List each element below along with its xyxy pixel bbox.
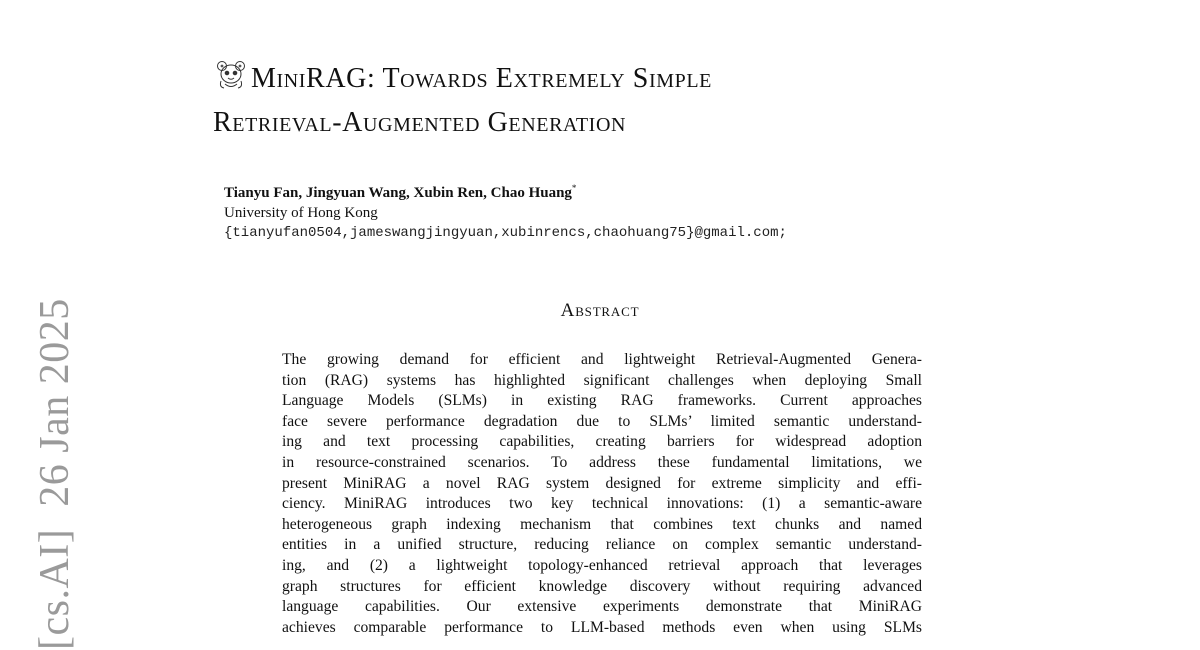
abstract-line: tion (RAG) systems has highlighted significant challenges when deploying Small <box>282 371 922 389</box>
abstract-line: ing and text processing capabilities, creating barriers for widespread adoption <box>282 433 922 451</box>
author-list: Tianyu Fan, Jingyuan Wang, Xubin Ren, Chao Huang <box>224 185 572 201</box>
abstract-line: in resource-constrained scenarios. To address these fundamental limitations, we <box>282 453 922 471</box>
arxiv-side-stamp <box>28 298 88 650</box>
abstract-line: The growing demand for efficient and lightweight Retrieval-Augmented Genera- <box>282 351 922 368</box>
abstract-line: ciency. MiniRAG introduces two key technical innovations: (1) a semantic-aware <box>282 495 922 513</box>
abstract-line: face severe performance degradation due to SLMs’ limited semantic understand- <box>282 412 922 430</box>
abstract-line: Language Models (SLMs) in existing RAG frameworks. Current approaches <box>282 392 922 410</box>
abstract-line: language capabilities. Our extensive experiments demonstrate that MiniRAG <box>282 598 922 616</box>
paper-title <box>213 57 973 145</box>
abstract-body <box>282 350 922 638</box>
abstract-line: present MiniRAG a novel RAG system designed for extreme simplicity and effi- <box>282 474 922 492</box>
title-text-2: Retrieval-Augmented Generation <box>213 107 627 138</box>
author-emails: {tianyufan0504,jameswangjingyuan,xubinrencs,chaohuang75}@gmail.com; <box>224 225 787 241</box>
title-text-1: MiniRAG: Towards Extremely Simple <box>251 63 712 94</box>
arxiv-category: [cs.AI] <box>32 528 78 650</box>
affiliation: University of Hong Kong <box>224 205 378 221</box>
abstract-line: graph structures for efficient knowledge discovery without requiring advanced <box>282 577 922 595</box>
abstract-line: ing, and (2) a lightweight topology-enhanced retrieval approach that leverages <box>282 556 922 574</box>
abstract-line: heterogeneous graph indexing mechanism that combines text chunks and named <box>282 515 922 533</box>
corresponding-author-marker: * <box>571 183 577 193</box>
abstract-line: achieves comparable performance to LLM-based methods even when using SLMs <box>282 618 922 636</box>
abstract-heading: Abstract <box>560 300 640 321</box>
abstract-line: entities in a unified structure, reducing reliance on complex semantic understand- <box>282 536 922 554</box>
mascot-icon <box>213 57 249 91</box>
author-block <box>224 178 1124 243</box>
author-names <box>224 178 1124 203</box>
title-line-1 <box>213 57 973 101</box>
arxiv-date: 26 Jan 2025 <box>32 298 78 507</box>
title-line-2 <box>213 101 973 145</box>
